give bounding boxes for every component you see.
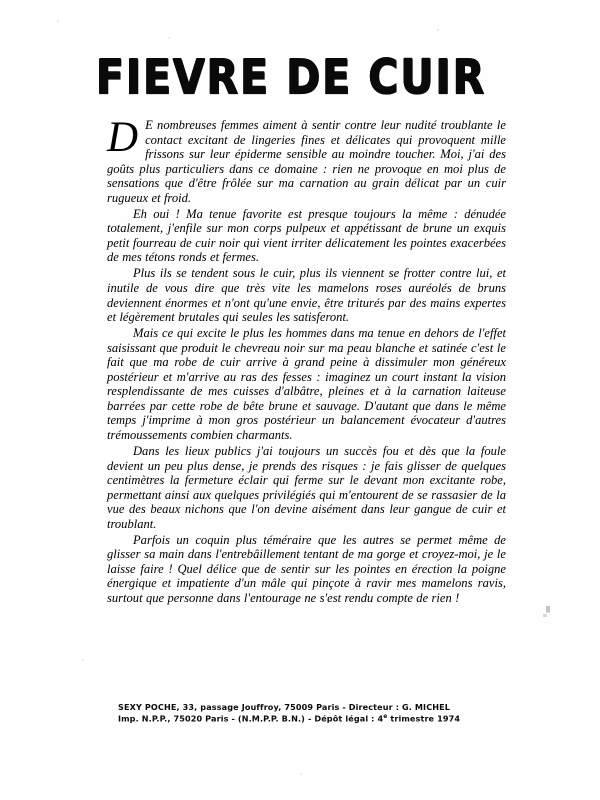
paragraph [107, 533, 506, 606]
drop-cap: D [107, 114, 139, 161]
paragraph-text: Mais ce qui excite le plus les hommes dans ma tenue en dehors de l'effet saisissant que produit le chevreau noir sur ma peau blanche et satinée c'est le fait que ma robe de cuir arrive à grand peine à dissimuler mon généreux postérieur et m'arrive au ras des fesses : imaginez un court instant la vision resplendissante de mes cuisses d'albâtre, pleines et à la carnation laiteuse barrées par cette robe de bête brune et sauvage. D'autant que dans le même temps j'imprime à mon gros postérieur un balancement évocateur d'autres trémoussements combien charmants. [107, 326, 506, 442]
scan-speck [437, 29, 439, 31]
paragraph-text: Parfois un coquin plus téméraire que les autres se permet même de glisser sa main dans l'entrebâillement tentant de ma gorge et croyez-moi, je le laisse faire ! Quel délice que de sentir sur les pointes en érection la poigne énergique et impatiente d'un mâle qui pinçote à ravir mes mamelons ravis, surtout que personne dans l'entourage ne s'est rendu compte de rien ! [107, 532, 506, 605]
title-block [96, 50, 508, 106]
paragraph [107, 114, 506, 205]
paragraph-text: Plus ils se tendent sous le cuir, plus ils viennent se frotter contre lui, et inutile de vous dire que très vite les mamelons roses auréolés de bruns deviennent énormes et n'ont qu'une envie, être triturés par des mains expertes et légèrement brutales qui seules les satisferont. [107, 266, 506, 325]
scan-speck [300, 773, 302, 775]
paragraph [107, 266, 506, 324]
scan-artifact [546, 606, 550, 617]
paragraph-text: Eh oui ! Ma tenue favorite est presque toujours la même : dénudée totalement, j'enfile sur mon corps pulpeux et appétissant de brune un exquis petit fourreau de cuir noir qui vient irriter délicatement les pointes exacerbées de mes tétons ronds et fermes. [107, 206, 506, 265]
scan-speck [57, 20, 59, 22]
scan-speck [168, 37, 170, 39]
paragraph [107, 207, 506, 265]
colophon-printer-prefix: Imp. N.P.P., 75020 Paris - (N.M.P.P. B.N.) - Dépôt légal : 4 [118, 713, 384, 724]
paragraph [107, 326, 506, 442]
paragraph-text: Dans les lieux publics j'ai toujours un succès fou et dès que la foule devient un peu plus dense, je prends des risques : je fais glisser de quelques centimètres la fermeture éclair qui ferme sur le devant mon excitante robe, permettant ainsi aux quelques privilégiés qui m'entourent de se rassasier de la vue des beaux nichons que l'on devine aisément dans leur gangue de cuir et troublant. [107, 444, 506, 531]
colophon-printer-suffix: trimestre 1974 [387, 713, 461, 724]
paragraph [107, 444, 506, 531]
colophon [118, 702, 508, 724]
colophon-printer-line [118, 712, 508, 724]
article-body [107, 114, 506, 606]
article-title: FIEVRE DE CUIR [96, 50, 487, 106]
scan-speck [82, 659, 84, 661]
colophon-publisher-line: SEXY POCHE, 33, passage Jouffroy, 75009 Paris - Directeur : G. MICHEL [118, 702, 451, 712]
colophon-ordinal: e [383, 713, 388, 721]
paragraph-text: E nombreuses femmes aiment à sentir contre leur nudité troublante le contact excitant de lingeries fines et délicates qui provoquent mille frissons sur leur épiderme sensible au moindre toucher. Moi, j'ai des goûts plus particuliers dans ce domaine : rien ne provoque en moi plus de sensations que d'être frôlée sur ma carnation au grain délicat par un cuir rugueux et froid. [107, 118, 506, 205]
